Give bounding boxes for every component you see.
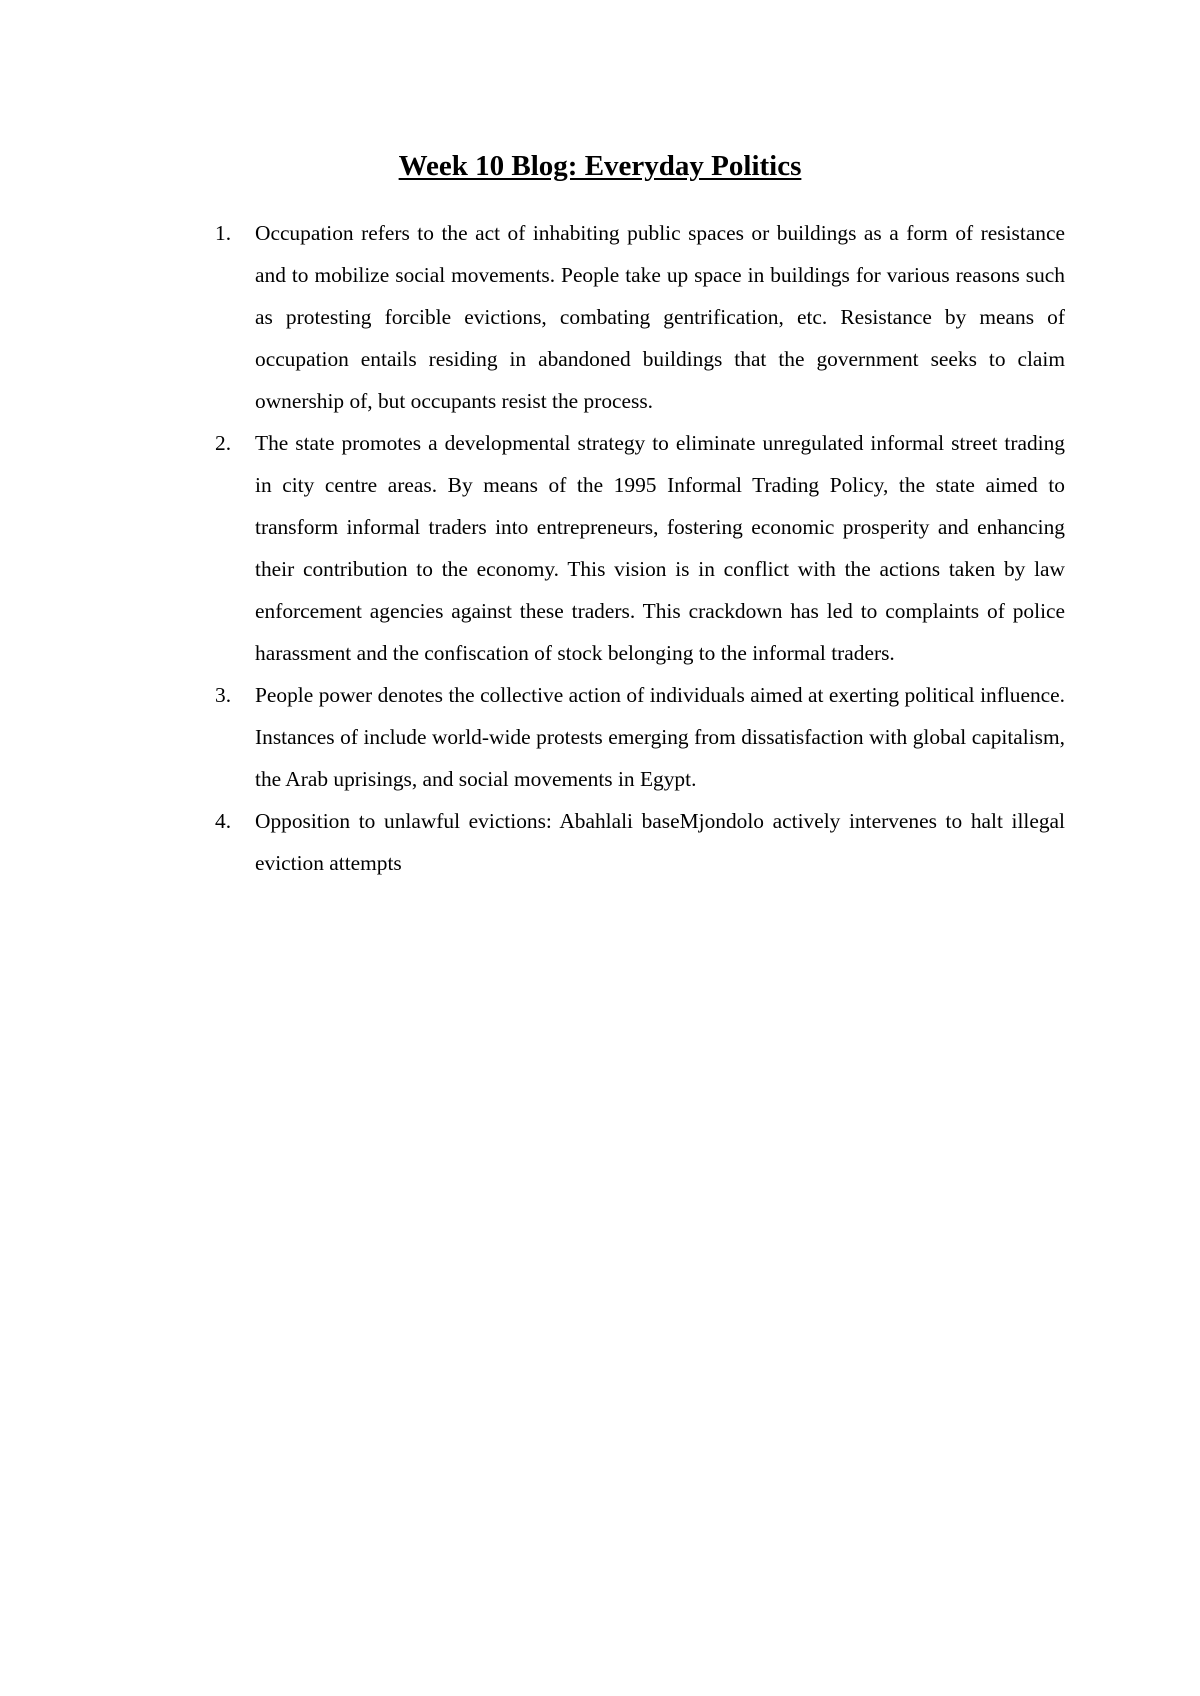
- document-title: Week 10 Blog: Everyday Politics: [398, 150, 802, 182]
- list-item: [215, 212, 1065, 422]
- list-item-number: 1.: [215, 221, 232, 245]
- list-item-text: Occupation refers to the act of inhabiting public spaces or buildings as a form of resistance and to mobilize social movements. People take up space in buildings for various reasons such as protesting forcible evictions, combating gentrification, etc. Resistance by means of occupation entails residing in abandoned buildings that the government seeks to claim ownership of, but occupants resist the process.: [255, 221, 1065, 413]
- list-item-text: People power denotes the collective action of individuals aimed at exerting political influence. Instances of include world-wide protests emerging from dissatisfaction with global capitalism, the Arab uprisings, and social movements in Egypt.: [255, 683, 1065, 791]
- list-item: [215, 422, 1065, 674]
- list-item-text: The state promotes a developmental strategy to eliminate unregulated informal street trading in city centre areas. By means of the 1995 Informal Trading Policy, the state aimed to transform informal traders into entrepreneurs, fostering economic prosperity and enhancing their contribution to the economy. This vision is in conflict with the actions taken by law enforcement agencies against these traders. This crackdown has led to complaints of police harassment and the confiscation of stock belonging to the informal traders.: [255, 431, 1065, 665]
- list-item-number: 3.: [215, 683, 232, 707]
- list-item-number: 4.: [215, 809, 232, 833]
- list-item: [215, 674, 1065, 800]
- list-item-number: 2.: [215, 431, 232, 455]
- numbered-list: [215, 212, 1065, 884]
- list-item-text: Opposition to unlawful evictions: Abahlali baseMjondolo actively intervenes to halt illegal eviction attempts: [255, 809, 1065, 875]
- list-item: [215, 800, 1065, 884]
